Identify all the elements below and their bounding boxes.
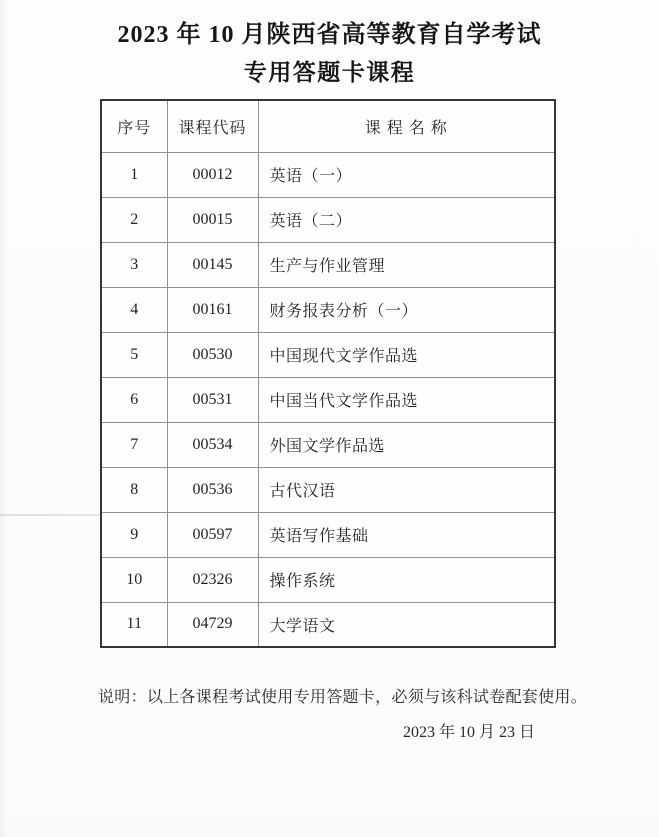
table-row [101, 512, 555, 557]
row-course-name: 生产与作业管理 [258, 242, 555, 287]
table-row [101, 377, 555, 422]
row-serial-number: 6 [101, 377, 167, 422]
header-course-code: 课程代码 [167, 100, 258, 152]
row-course-code: 00161 [167, 287, 258, 332]
row-serial-number: 3 [101, 242, 167, 287]
row-serial-number: 11 [101, 602, 167, 647]
row-course-name: 财务报表分析（一） [258, 287, 555, 332]
row-course-code: 00534 [167, 422, 258, 467]
row-course-name: 中国当代文学作品选 [258, 377, 555, 422]
row-course-code: 00145 [167, 242, 258, 287]
row-serial-number: 5 [101, 332, 167, 377]
row-serial-number: 4 [101, 287, 167, 332]
row-serial-number: 7 [101, 422, 167, 467]
header-course-name: 课 程 名 称 [258, 100, 555, 152]
row-serial-number: 1 [101, 152, 167, 197]
table-row [101, 422, 555, 467]
row-course-code: 00012 [167, 152, 258, 197]
table-row [101, 332, 555, 377]
row-course-code: 00597 [167, 512, 258, 557]
row-course-name: 英语（二） [258, 197, 555, 242]
row-course-name: 操作系统 [258, 557, 555, 602]
row-course-code: 02326 [167, 557, 258, 602]
row-course-code: 00531 [167, 377, 258, 422]
table-row [101, 557, 555, 602]
table-row [101, 602, 555, 647]
table-row [101, 287, 555, 332]
table-row [101, 152, 555, 197]
row-serial-number: 10 [101, 557, 167, 602]
row-course-code: 04729 [167, 602, 258, 647]
row-course-code: 00536 [167, 467, 258, 512]
table-row [101, 242, 555, 287]
row-course-name: 英语写作基础 [258, 512, 555, 557]
document-title-line2: 专用答题卡课程 [243, 60, 416, 85]
row-serial-number: 8 [101, 467, 167, 512]
row-course-code: 00015 [167, 197, 258, 242]
row-course-name: 英语（一） [258, 152, 555, 197]
footer-date: 2023 年 10 月 23 日 [403, 724, 536, 741]
row-course-name: 中国现代文学作品选 [258, 332, 555, 377]
footer-note: 说明：以上各课程考试使用专用答题卡，必须与该科试卷配套使用。 [98, 689, 588, 706]
row-course-code: 00530 [167, 332, 258, 377]
document-title-line1: 2023 年 10 月陕西省高等教育自学考试 [117, 22, 542, 48]
row-course-name: 外国文学作品选 [258, 422, 555, 467]
scan-edge-shading [0, 0, 8, 837]
header-serial-number: 序号 [101, 100, 167, 152]
course-table [100, 99, 556, 648]
row-serial-number: 9 [101, 512, 167, 557]
row-serial-number: 2 [101, 197, 167, 242]
table-row [101, 467, 555, 512]
row-course-name: 大学语文 [258, 602, 555, 647]
table-header-row [101, 100, 555, 152]
row-course-name: 古代汉语 [258, 467, 555, 512]
table-row [101, 197, 555, 242]
